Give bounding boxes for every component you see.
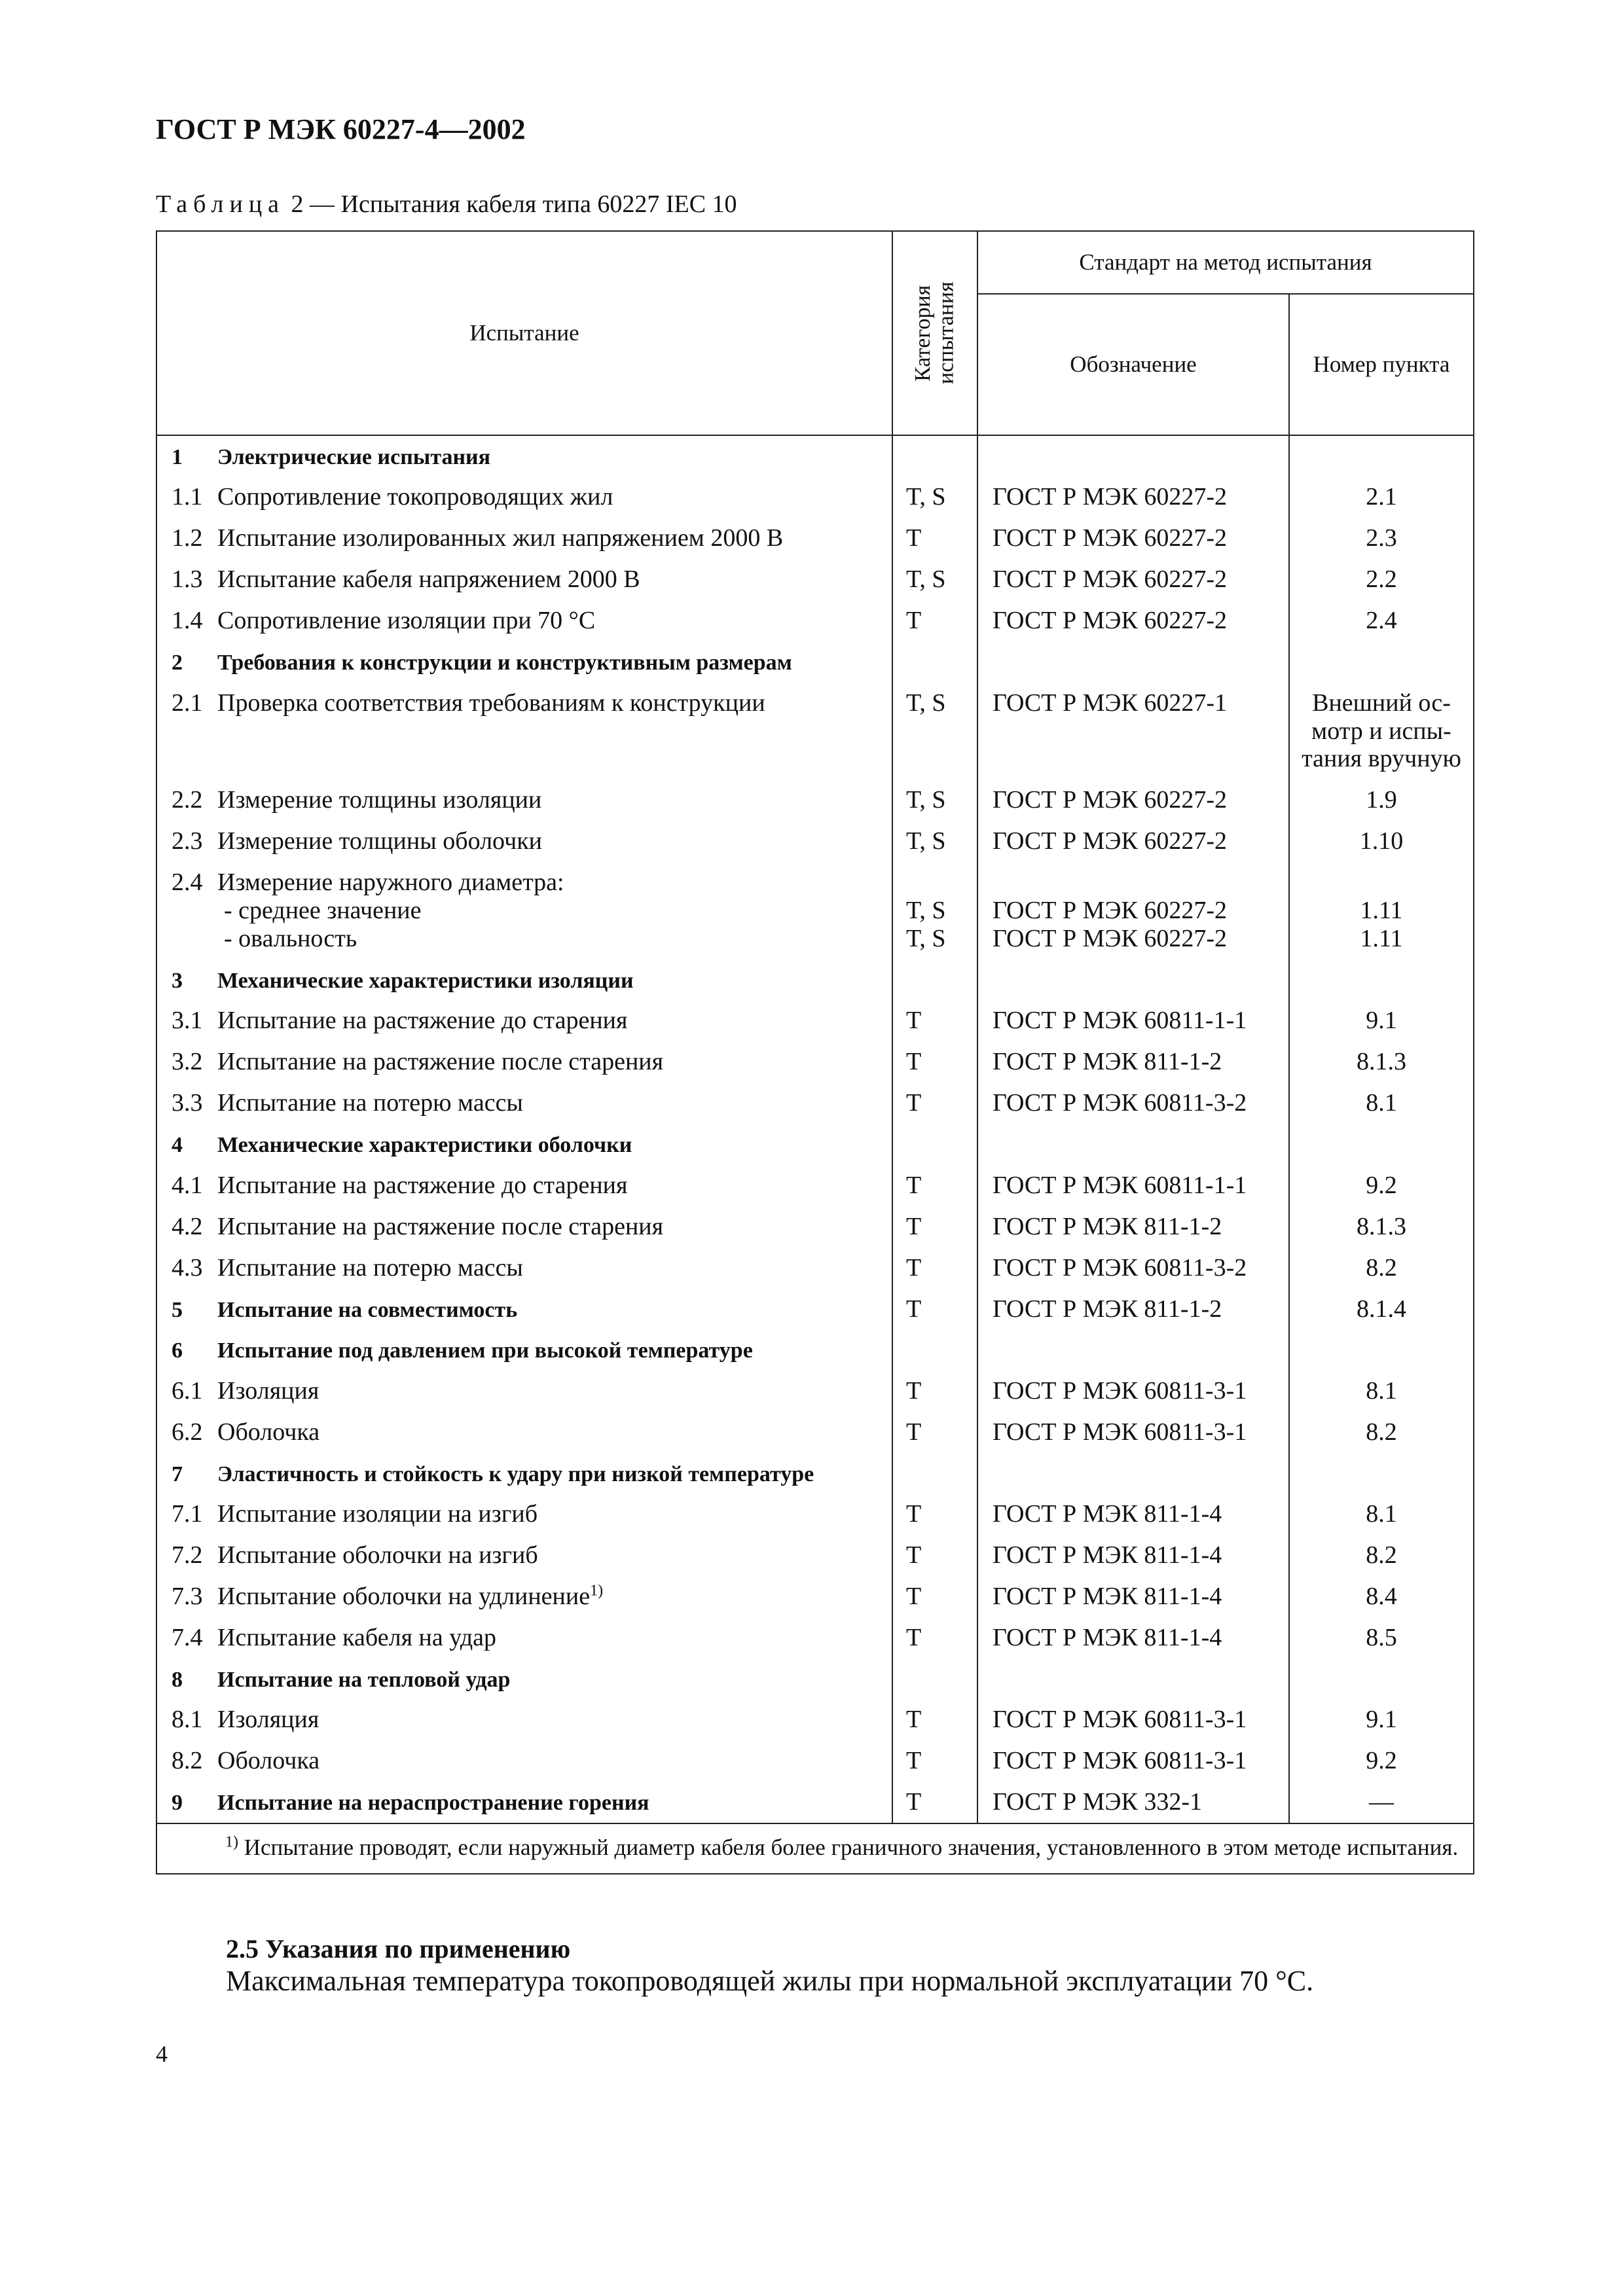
table-section-row: 1 Электрические испытания — [156, 435, 1474, 476]
table-section-row: 4 Механические характеристики оболочки — [156, 1124, 1474, 1164]
table-section-row: 8 Испытание на тепловой удар — [156, 1659, 1474, 1699]
header-standard-group: Стандарт на метод испытания — [977, 231, 1474, 294]
table-section-row: 2 Требования к конструкции и конструктивным размерам — [156, 641, 1474, 682]
tests-table — [156, 230, 1474, 1874]
table-row: 2.3 Измерение толщины оболочки T, S ГОСТ Р МЭК 60227-2 1.10 — [156, 821, 1474, 862]
table-row: 4.3 Испытание на потерю массы T ГОСТ Р МЭК 60811-3-2 8.2 — [156, 1247, 1474, 1289]
table-footnote — [156, 1823, 1474, 1874]
table-section-row: 5 Испытание на совместимость T ГОСТ Р МЭК 811-1-2 8.1.4 — [156, 1289, 1474, 1330]
footnote-number: 1) — [225, 1833, 238, 1851]
table-footnote-row — [156, 1823, 1474, 1874]
table-row: 7.2 Испытание оболочки на изгиб T ГОСТ Р МЭК 811-1-4 8.2 — [156, 1535, 1474, 1576]
footnote-text: Испытание проводят, если наружный диаметр кабеля более граничного значения, установленного в этом методе испытания. — [238, 1835, 1459, 1861]
table-row: 1.1 Сопротивление токопроводящих жил T, S ГОСТ Р МЭК 60227-2 2.1 — [156, 476, 1474, 518]
table-row: 1.4 Сопротивление изоляции при 70 °С T ГОСТ Р МЭК 60227-2 2.4 — [156, 600, 1474, 641]
header-clause: Номер пункта — [1289, 294, 1474, 435]
table-row: 4.2 Испытание на растяжение после старения T ГОСТ Р МЭК 811-1-2 8.1.3 — [156, 1206, 1474, 1247]
table-row: 3.3 Испытание на потерю массы T ГОСТ Р МЭК 60811-3-2 8.1 — [156, 1083, 1474, 1124]
table-section-row: 3 Механические характеристики изоляции — [156, 960, 1474, 1000]
table-row: 7.4 Испытание кабеля на удар T ГОСТ Р МЭК 811-1-4 8.5 — [156, 1617, 1474, 1659]
table-row: 3.1 Испытание на растяжение до старения T ГОСТ Р МЭК 60811-1-1 9.1 — [156, 1000, 1474, 1041]
section-text: Максимальная температура токопроводящей жилы при нормальной эксплуатации 70 °С. — [226, 1965, 1314, 1997]
document-header: ГОСТ Р МЭК 60227-4—2002 — [156, 113, 526, 145]
table-row: 6.2 Оболочка T ГОСТ Р МЭК 60811-3-1 8.2 — [156, 1412, 1474, 1453]
table-section-row: 7 Эластичность и стойкость к удару при низкой температуре — [156, 1453, 1474, 1494]
table-row: 6.1 Изоляция T ГОСТ Р МЭК 60811-3-1 8.1 — [156, 1371, 1474, 1412]
header-designation: Обозначение — [977, 294, 1289, 435]
table-row: 1.3 Испытание кабеля напряжением 2000 В T, S ГОСТ Р МЭК 60227-2 2.2 — [156, 559, 1474, 600]
tests-table-container — [156, 230, 1473, 1874]
table-row: 2.2 Измерение толщины изоляции T, S ГОСТ Р МЭК 60227-2 1.9 — [156, 780, 1474, 821]
table-row: 1.2 Испытание изолированных жил напряжением 2000 В T ГОСТ Р МЭК 60227-2 2.3 — [156, 518, 1474, 559]
table-row: 3.2 Испытание на растяжение после старения T ГОСТ Р МЭК 811-1-2 8.1.3 — [156, 1041, 1474, 1083]
section-heading: 2.5 Указания по применению — [226, 1934, 571, 1964]
page-number: 4 — [156, 2041, 168, 2067]
table-section-row: 6 Испытание под давлением при высокой температуре — [156, 1329, 1474, 1370]
table-row: 8.1 Изоляция T ГОСТ Р МЭК 60811-3-1 9.1 — [156, 1699, 1474, 1740]
header-category — [892, 231, 977, 435]
header-category-label: Категория испытания — [911, 281, 958, 385]
table-section-row: 9 Испытание на нераспространение горения T ГОСТ Р МЭК 332-1 — — [156, 1782, 1474, 1823]
table-caption-text: 2 — Испытания кабеля типа 60227 IEC 10 — [285, 190, 737, 218]
table-row: 2.1 Проверка соответствия требованиям к конструкции T, S ГОСТ Р МЭК 60227-1 Внешний ос- мотр и испы- тания вручную — [156, 683, 1474, 780]
table-row: 2.4 Измерение наружного диаметра: - среднее значение - овальность T, S T, S ГОСТ Р МЭК 60227-2 ГОСТ Р МЭК 60227-2 1.11 1.11 — [156, 862, 1474, 960]
table-row: 8.2 Оболочка T ГОСТ Р МЭК 60811-3-1 9.2 — [156, 1740, 1474, 1782]
table-row: 7.1 Испытание изоляции на изгиб T ГОСТ Р МЭК 811-1-4 8.1 — [156, 1494, 1474, 1535]
table-row: 7.3 Испытание оболочки на удлинение$^{1)}$ T ГОСТ Р МЭК 811-1-4 8.4 — [156, 1576, 1474, 1617]
footnote-marker: 1) — [590, 1582, 604, 1600]
table-caption-label: Таблица — [156, 190, 285, 218]
header-test: Испытание — [156, 231, 892, 435]
table-row: 4.1 Испытание на растяжение до старения T ГОСТ Р МЭК 60811-1-1 9.2 — [156, 1165, 1474, 1206]
table-caption — [156, 190, 737, 219]
